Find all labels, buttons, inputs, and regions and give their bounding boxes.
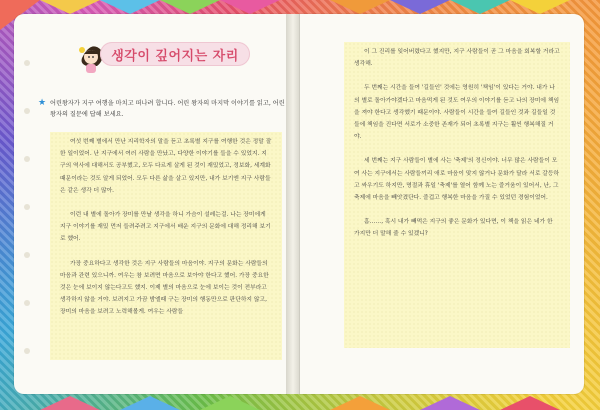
story-paragraph: 여섯 번째 별에서 만난 지리학자의 말을 듣고 초록별 지구를 여행한 것은 정말 잘한 일이었어. 난 지구에서 여러 사람을 만났고, 다양한 이야기를 들을 수 있었지. 지구의 역사에 대해서도 공부했고, 모두 다르게 살게 된 것이 재밌었고, 정보화, 세계화 때문이라는 것도 알게 되었어. 모두 다른 삶을 살고 있지만, 내가 보기엔 지구 사람들은 같은 생각 더 많아.: [60, 139, 272, 194]
story-paragraph: 이런 내 별에 돌아가 장미를 만날 생각을 하니 가슴이 설레는걸. 나는 장미에게 지구 이야기를 재밌 먼저 들려주려고 지구에서 배운 지구의 문화에 대해 정리해 보기로 했어.: [60, 212, 271, 243]
story-paragraph: 세 번째는 지구 사람들이 별에 사는 '축제'의 정신이야. 너무 많은 사람들이 모여 사는 지구에서는 사람들끼리 애로 마음이 맞지 않거나 문화가 달라 서로 갈등하고 싸우기도 하지만, 명절과 휴일 '축제'를 열어 함께 노는 즐거움이 있어서, 난, 그 축제에 마음을 빼앗겼단다. 즐겁고 행복한 마음을 가질 수 있었던 경험이었어.: [354, 158, 560, 202]
intro-text: 어린왕자가 지구 여행을 마치고 떠나려 합니다. 어린 왕자의 마지막 이야기를 읽고, 어린 왕자의 질문에 답해 보세요.: [50, 100, 285, 118]
story-paragraph: 흠……, 혹시 내가 빼먹은 지구의 좋은 문화가 있다면, 이 책을 읽은 네가 한 가지만 더 말해 줄 수 있겠니?: [354, 219, 553, 238]
story-box-left: [50, 132, 282, 360]
star-icon: ★: [38, 98, 47, 108]
story-paragraph: 이 그 진리를 잊어버렸다고 했지만, 지구 사람들이 곧 그 마음을 회복할 거라고 생각해.: [354, 49, 560, 68]
section-title: [72, 36, 262, 76]
book-gutter: [286, 14, 300, 394]
story-box-right: [344, 42, 570, 348]
story-paragraph: 가장 중요하다고 생각한 것은 지구 사람들의 마음이야. 지구의 문화는 사람들의 마음과 관련 있으니까. 여우는 참 보려면 마음으로 보아야 한다고 했어. 가장 중요한 것은 눈에 보이지 않는다고도 했지. 이제 별의 마음으로 눈에 보이는 것이 전부라고 생각하지 않을 거야. 보려지고 가끔 밤엘때 구는 장미의 행동만으로 판단하지 않고, 장미의 마음을 보려고 노력해볼게. 여우는 사람들: [60, 260, 269, 316]
story-paragraph: 두 번째는 시간을 들여 '길들인' 것에는 영원히 '책임'이 있다는 거야. 내가 나의 별로 돌아가야겠다고 마음먹게 된 것도 여우의 이야기를 듣고 나의 장미에 책임을 져야 한다고 생각했기 때문이야. 사람들이 시간을 들여 길들인 것과 길들일 것들에 책임을 진다면 서로가 소중한 존재가 되어 초록별 지구는 훨씬 행복해질 거야.: [354, 85, 560, 141]
intro-instruction: [38, 98, 286, 120]
page-title: 생각이 깊어지는 자리: [100, 42, 250, 66]
